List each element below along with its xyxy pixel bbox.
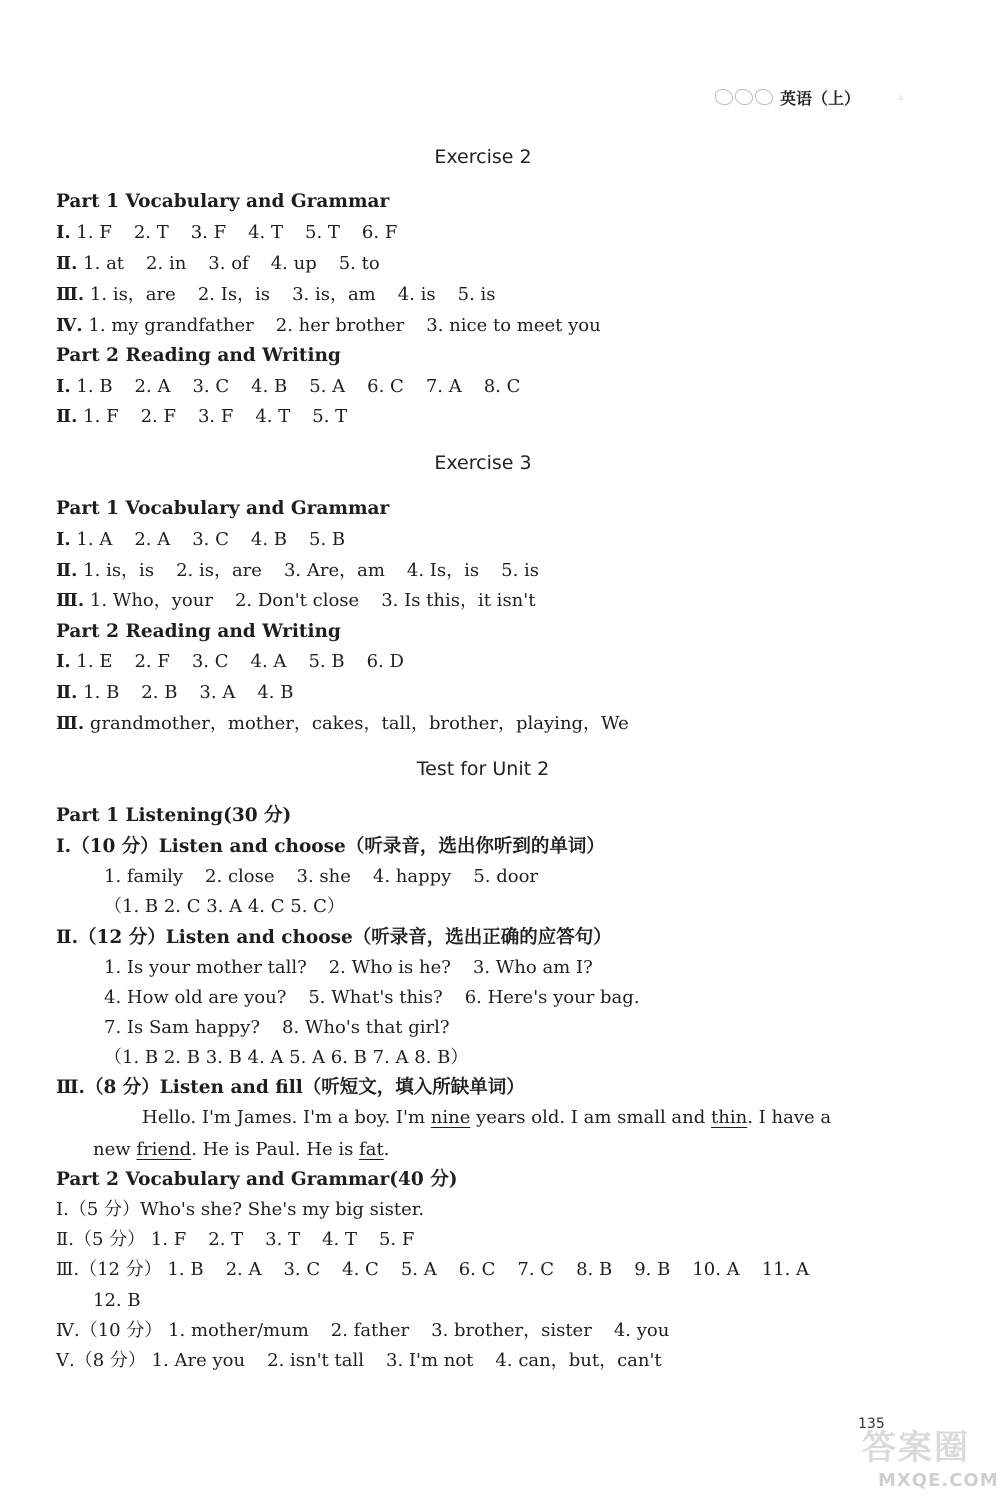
logo-shape-icon [735,89,753,105]
fill-blank: friend [136,1139,192,1160]
answer-row: Ⅳ.（10 分） 1. mother/mum 2. father 3. brother，sister 4. you [56,1320,670,1341]
answer-key: （1. B 2. B 3. B 4. A 5. A 6. B 7. A 8. B） [104,1047,469,1068]
answer-row: Ⅱ.（5 分） 1. F 2. T 3. T 4. T 5. F [56,1229,415,1250]
logo-shape-icon [715,89,733,105]
answer-row: Ⅰ.（5 分）Who's she? She's my big sister. [56,1199,425,1220]
answer-row: Ⅲ.（12 分） 1. B 2. A 3. C 4. C 5. A 6. C 7. C 8. B 9. B 10. A 11. A [56,1259,810,1280]
watermark-logo: 答案圈 MXQE.COM [862,1428,999,1491]
logo-shape-icon [755,89,773,105]
section-title-test-unit-2: Test for Unit 2 [416,758,550,780]
header-title: 英语（上） [780,89,861,108]
answer-row: Ⅱ. 1. F 2. F 3. F 4. T 5. T [56,406,348,427]
answer-key: （1. B 2. C 3. A 4. C 5. C） [104,896,345,917]
answer-row: 1. family 2. close 3. she 4. happy 5. door [104,866,539,887]
fill-blank: fat [359,1139,384,1160]
answer-row: Ⅴ.（8 分） 1. Are you 2. isn't tall 3. I'm not 4. can，but，can't [56,1350,662,1371]
answer-row: Ⅲ. 1. is，are 2. Is，is 3. is，am 4. is 5. is [56,284,496,305]
answer-row: Ⅲ. 1. Who，your 2. Don't close 3. Is this，it isn't [56,590,536,611]
passage-line: new friend. He is Paul. He is fat. [93,1139,390,1160]
answer-row: 12. B [93,1290,141,1311]
answer-row: Ⅱ. 1. at 2. in 3. of 4. up 5. to [56,253,380,274]
answer-row: Ⅰ. 1. E 2. F 3. C 4. A 5. B 6. D [56,651,404,672]
part-heading: Part 1 Vocabulary and Grammar [56,498,390,519]
section-title-exercise-2: Exercise 2 [434,146,532,168]
header-mark: ▵ [898,92,904,103]
answer-row: Ⅲ. grandmother，mother，cakes，tall，brother，playing，We [56,713,629,734]
answer-row: 1. Is your mother tall? 2. Who is he? 3. Who am I? [104,957,593,978]
part-heading: Part 2 Reading and Writing [56,345,341,366]
part-heading: Part 2 Reading and Writing [56,621,341,642]
answer-row: Ⅳ. 1. my grandfather 2. her brother 3. nice to meet you [56,315,601,336]
answer-row: Ⅰ. 1. F 2. T 3. F 4. T 5. T 6. F [56,222,398,243]
fill-blank: nine [430,1107,471,1128]
answer-row: 4. How old are you? 5. What's this? 6. Here's your bag. [104,987,640,1008]
part-heading: Part 1 Listening(30 分) [56,805,292,826]
page-number: 135 [858,1416,885,1432]
answer-row: Ⅱ. 1. is，is 2. is，are 3. Are，am 4. Is，is 5. is [56,560,540,581]
answer-row: 7. Is Sam happy? 8. Who's that girl? [104,1017,450,1038]
question-heading: Ⅰ.（10 分）Listen and choose（听录音，选出你听到的单词） [56,836,605,857]
answer-row: Ⅰ. 1. A 2. A 3. C 4. B 5. B [56,529,346,550]
question-heading: Ⅲ.（8 分）Listen and fill（听短文，填入所缺单词） [56,1077,525,1098]
brand-logo [715,86,777,108]
part-heading: Part 1 Vocabulary and Grammar [56,191,390,212]
passage-line: Hello. I'm James. I'm a boy. I'm nine years old. I am small and thin. I have a [142,1107,832,1128]
part-heading: Part 2 Vocabulary and Grammar(40 分) [56,1169,458,1190]
fill-blank: thin [711,1107,748,1128]
answer-row: Ⅱ. 1. B 2. B 3. A 4. B [56,682,294,703]
answer-row: Ⅰ. 1. B 2. A 3. C 4. B 5. A 6. C 7. A 8. C [56,376,521,397]
section-title-exercise-3: Exercise 3 [434,452,532,474]
question-heading: Ⅱ.（12 分）Listen and choose（听录音，选出正确的应答句） [56,927,612,948]
